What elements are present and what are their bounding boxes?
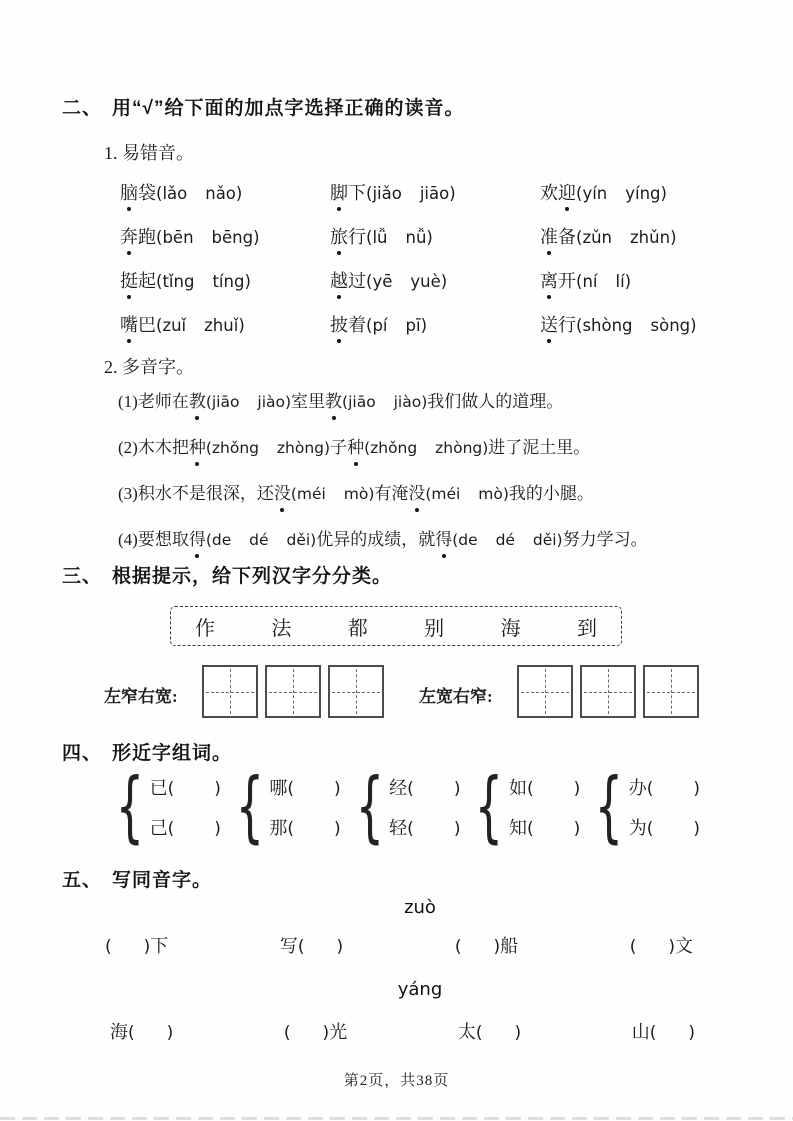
open-paren: (: [297, 937, 305, 957]
pinyin-option-a: lǎo: [162, 184, 188, 203]
dotted-char: 没: [273, 484, 291, 503]
pinyin-option-a: yín: [582, 184, 608, 203]
section2-heading: [62, 93, 464, 120]
dotted-char: 嘴: [120, 315, 138, 335]
pinyin-text: (jiāo jiào): [205, 393, 292, 411]
open-paren: (: [646, 778, 654, 799]
pre-character: 海: [110, 1022, 128, 1042]
dotted-char: 没: [408, 484, 426, 503]
open-paren: (: [407, 818, 414, 839]
scan-edge-artifact: [0, 1117, 793, 1120]
pinyin-option-b: lí: [615, 272, 625, 291]
tian-grid-box: [643, 665, 699, 718]
pair-item: [629, 817, 700, 840]
pinyin-option-b: jiāo: [419, 184, 450, 203]
pinyin-options: [576, 228, 677, 247]
sentence-text: 室里: [291, 392, 326, 411]
word-chars: [540, 183, 576, 203]
close-paren: ): [426, 228, 433, 247]
pair-column: [389, 777, 460, 840]
post-character: 文: [675, 936, 693, 956]
pair-column: [509, 777, 580, 840]
sentence-text: 进了泥土里。: [488, 438, 591, 457]
close-paren: ): [235, 184, 243, 203]
dotted-char: 脑: [120, 183, 138, 203]
pool-character: 作: [195, 617, 215, 640]
sentence: [118, 483, 648, 506]
pinyin-options: [156, 272, 251, 291]
yicuoyin-grid: [120, 182, 755, 338]
char: 袋: [138, 183, 156, 203]
sentence-text: 我的小腿。: [508, 484, 594, 503]
char: 着: [348, 315, 366, 335]
pinyin-text: (zhǒng zhòng): [364, 439, 489, 457]
open-paren: (: [576, 228, 583, 247]
pair-item: [509, 817, 580, 840]
character-pool-box: [170, 606, 622, 646]
brace-pair: [471, 762, 581, 853]
pinyin-option-b: bēng: [211, 228, 254, 247]
pinyin-option-b: pī: [405, 316, 421, 335]
close-paren: ): [573, 778, 581, 799]
word-chars: [120, 183, 156, 203]
word-chars: [540, 315, 576, 335]
homophone-item: [458, 1020, 521, 1045]
close-paren: ): [693, 818, 700, 839]
pair-character: 如: [508, 777, 527, 798]
dotted-char: 送: [540, 315, 558, 335]
close-paren: ): [624, 272, 632, 291]
brace-pair: [591, 762, 700, 853]
section2-number: 二、: [62, 98, 103, 119]
pinyin-option-a: ní: [582, 272, 598, 291]
pair-column: [269, 777, 340, 840]
pinyin-option-a: jiǎo: [372, 184, 402, 203]
open-paren: (: [646, 818, 654, 839]
word-item: [330, 182, 540, 206]
close-paren: ): [670, 228, 677, 247]
section2-title: 用“√”给下面的加点字选择正确的读音。: [112, 98, 465, 119]
open-paren: (: [629, 937, 637, 957]
pinyin-option-a: tǐng: [162, 272, 195, 291]
close-paren: ): [244, 272, 251, 291]
dotted-char: 得: [435, 530, 453, 549]
pinyin-option-a: bēn: [162, 228, 194, 247]
char: 备: [558, 227, 576, 247]
category2-boxes: [517, 665, 699, 718]
close-paren: ): [688, 1023, 695, 1043]
pinyin-text: (méi mò): [425, 485, 509, 503]
dotted-char: 种: [188, 438, 206, 457]
post-character: 光: [329, 1022, 348, 1042]
category1-label: 左窄右宽:: [104, 687, 178, 706]
pair-character: 已: [149, 777, 168, 798]
close-paren: ): [449, 184, 456, 203]
open-paren: (: [366, 272, 373, 291]
sentence-text: 子: [330, 438, 348, 457]
pinyin-option-b: yuè: [410, 272, 441, 291]
pool-character: 海: [500, 617, 521, 640]
close-paren: ): [668, 937, 675, 957]
pinyin-option-a: zǔn: [582, 228, 613, 247]
pair-character: 轻: [389, 817, 408, 838]
word-item: [330, 270, 540, 294]
sentence-text: (3)积水不是很深，还: [118, 484, 274, 503]
word-item: [120, 182, 330, 206]
brace-pair: [352, 762, 461, 853]
open-paren: (: [407, 778, 414, 799]
homophone-item: [110, 1020, 173, 1045]
post-character: 船: [500, 936, 519, 956]
word-chars: [540, 227, 576, 247]
open-paren: (: [167, 818, 175, 839]
pre-character: 山: [631, 1022, 650, 1042]
brace-icon: {: [355, 762, 384, 853]
pinyin-option-a: zuǐ: [162, 316, 187, 335]
dotted-char: 离: [540, 271, 558, 291]
category2-label: 左宽右窄:: [419, 687, 493, 706]
dotted-char: 越: [330, 271, 348, 291]
tian-grid-box: [517, 665, 573, 718]
sentence-text: 努力学习。: [562, 530, 648, 549]
pinyin-option-a: yē: [372, 272, 393, 291]
char: 行: [348, 227, 366, 247]
homophone-item: [284, 1020, 347, 1045]
dotted-char: 准: [540, 227, 558, 247]
close-paren: ): [693, 778, 700, 799]
word-chars: [330, 315, 366, 335]
open-paren: (: [576, 272, 583, 291]
pinyin-option-b: nǎo: [205, 184, 236, 203]
page-footer: 第2页，共38页: [343, 1073, 450, 1089]
pinyin-options: [366, 184, 456, 203]
close-paren: ): [238, 316, 245, 335]
close-paren: ): [214, 778, 221, 799]
word-chars: [540, 271, 576, 291]
pair-item: [389, 817, 460, 840]
word-item: [540, 226, 755, 250]
pool-character: 法: [271, 617, 292, 640]
char: 开: [558, 271, 576, 291]
close-paren: ): [660, 184, 667, 203]
section4-title: 形近字组词。: [112, 743, 233, 764]
similar-characters-row: [112, 762, 700, 853]
char: 过: [348, 271, 366, 291]
close-paren: ): [166, 1023, 174, 1043]
word-item: [540, 182, 755, 206]
section5-number: 五、: [62, 870, 103, 891]
open-paren: (: [366, 184, 373, 203]
duoyinzi-sentences: [118, 391, 648, 552]
pinyin-group2-label: yáng: [397, 979, 443, 1000]
pinyin-options: [156, 316, 245, 335]
pinyin-option-a: shòng: [582, 316, 633, 335]
word-chars: [330, 183, 366, 203]
pinyin-text: (jiāo jiào): [342, 393, 428, 411]
close-paren: ): [440, 272, 448, 291]
homophone-item: [630, 934, 693, 959]
pinyin-option-b: tíng: [212, 272, 245, 291]
pinyin-option-b: sòng: [650, 316, 691, 335]
pinyin-options: [366, 272, 447, 291]
pinyin-option-b: yíng: [625, 184, 661, 203]
pinyin-option-a: pí: [372, 316, 388, 335]
char: 下: [348, 183, 366, 203]
section3-title: 根据提示，给下列汉字分分类。: [112, 566, 393, 587]
open-paren: (: [576, 184, 583, 203]
close-paren: ): [514, 1023, 522, 1043]
pair-item: [269, 777, 340, 800]
close-paren: ): [690, 316, 697, 335]
tian-grid-box: [580, 665, 636, 718]
pinyin-options: [576, 316, 697, 335]
open-paren: (: [156, 316, 163, 335]
close-paren: ): [336, 937, 344, 957]
pre-character: 写: [279, 936, 298, 956]
close-paren: ): [334, 818, 341, 839]
pair-character: 知: [508, 817, 527, 838]
homophone-item: [455, 934, 518, 959]
homophone-item: [105, 934, 168, 959]
section5-title: 写同音字。: [112, 870, 213, 891]
open-paren: (: [287, 818, 295, 839]
close-paren: ): [453, 818, 461, 839]
pair-item: [629, 777, 700, 800]
char: 巴: [138, 315, 156, 335]
open-paren: (: [454, 937, 462, 957]
pinyin-text: (de dé děi): [452, 531, 563, 549]
dotted-char: 脚: [330, 183, 348, 203]
sentence-text: 优异的成绩，就: [316, 530, 436, 549]
pool-character: 别: [424, 617, 445, 640]
close-paren: ): [493, 937, 501, 957]
tian-grid-box: [202, 665, 258, 718]
pair-item: [150, 817, 221, 840]
open-paren: (: [366, 316, 373, 335]
pinyin-options: [156, 184, 242, 203]
sentence-text: 有淹: [374, 484, 409, 503]
char: 欢: [540, 183, 558, 203]
word-item: [540, 270, 755, 294]
sentence: [118, 437, 648, 460]
open-paren: (: [366, 228, 373, 247]
pinyin-options: [576, 272, 631, 291]
word-item: [330, 314, 540, 338]
pair-item: [509, 777, 580, 800]
dotted-char: 教: [188, 392, 206, 411]
pool-character: 到: [576, 617, 597, 640]
homophone-item: [280, 934, 343, 959]
open-paren: (: [526, 778, 534, 799]
word-item: [120, 314, 330, 338]
pinyin-option-b: zhǔn: [630, 228, 671, 247]
open-paren: (: [128, 1023, 135, 1043]
section4-number: 四、: [62, 743, 103, 764]
pinyin-option-a: lǚ: [372, 228, 388, 247]
pinyin-options: [576, 184, 667, 203]
close-paren: ): [214, 818, 221, 839]
open-paren: (: [526, 818, 534, 839]
char: 起: [138, 271, 156, 291]
pinyin-options: [156, 228, 260, 247]
close-paren: ): [453, 778, 461, 799]
open-paren: (: [156, 228, 163, 247]
pinyin-group1-label: zuò: [404, 897, 436, 918]
close-paren: ): [253, 228, 260, 247]
close-paren: ): [322, 1023, 330, 1043]
tian-grid-box: [328, 665, 384, 718]
pair-character: 办: [628, 777, 647, 798]
brace-icon: {: [594, 762, 624, 853]
dotted-char: 教: [325, 392, 343, 411]
char: 行: [558, 315, 576, 335]
open-paren: (: [156, 272, 163, 291]
section5-heading: [62, 865, 212, 892]
pair-item: [389, 777, 460, 800]
sub2-label: 2. 多音字。: [104, 357, 194, 377]
word-item: [120, 270, 330, 294]
char: 跑: [138, 227, 156, 247]
open-paren: (: [475, 1023, 483, 1043]
pair-column: [150, 777, 221, 840]
close-paren: ): [334, 778, 341, 799]
open-paren: (: [576, 316, 583, 335]
brace-icon: {: [474, 762, 504, 853]
pinyin-options: [366, 316, 427, 335]
pinyin-options: [366, 228, 433, 247]
sentence: [118, 391, 648, 414]
section3-number: 三、: [62, 566, 103, 587]
close-paren: ): [420, 316, 427, 335]
pair-character: 经: [389, 777, 408, 798]
open-paren: (: [156, 184, 163, 203]
word-chars: [330, 227, 366, 247]
dotted-char: 奔: [120, 227, 138, 247]
pre-character: 太: [457, 1022, 476, 1042]
brace-pair: [112, 762, 221, 853]
post-character: 下: [150, 936, 169, 956]
word-chars: [120, 227, 156, 247]
section4-heading: [62, 738, 232, 765]
pinyin-option-b: nǚ: [405, 228, 427, 247]
dotted-char: 披: [330, 315, 348, 335]
pinyin-text: (méi mò): [290, 485, 375, 503]
pair-item: [150, 777, 221, 800]
homophone-row-2: [110, 1020, 695, 1045]
open-paren: (: [167, 778, 175, 799]
sentence-text: (1)老师在: [118, 392, 189, 411]
dotted-char: 旅: [330, 227, 348, 247]
pair-character: 己: [149, 817, 168, 838]
word-chars: [120, 315, 156, 335]
word-chars: [120, 271, 156, 291]
word-item: [120, 226, 330, 250]
dotted-char: 挺: [120, 271, 138, 291]
brace-pair: [232, 762, 341, 853]
pair-character: 哪: [269, 777, 288, 798]
dotted-char: 得: [188, 530, 206, 549]
dotted-char: 迎: [558, 183, 576, 203]
brace-icon: {: [235, 762, 264, 853]
pinyin-option-b: zhuǐ: [204, 316, 239, 335]
homophone-item: [632, 1020, 695, 1045]
close-paren: ): [573, 818, 581, 839]
pair-character: 那: [269, 817, 288, 838]
sub1-label: 1. 易错音。: [104, 143, 194, 163]
pair-column: [629, 777, 700, 840]
brace-icon: {: [115, 762, 145, 853]
sentence: [118, 529, 648, 552]
section3-heading: [62, 561, 392, 588]
sentence-text: 我们做人的道理。: [427, 392, 564, 411]
sentence-text: (4)要想取: [118, 530, 189, 549]
sentence-text: (2)木木把: [118, 438, 189, 457]
close-paren: ): [143, 937, 151, 957]
word-chars: [330, 271, 366, 291]
pair-item: [269, 817, 340, 840]
tian-grid-box: [265, 665, 321, 718]
open-paren: (: [649, 1023, 657, 1043]
open-paren: (: [283, 1023, 291, 1043]
pinyin-text: (de dé děi): [205, 531, 317, 549]
pair-character: 为: [628, 817, 647, 838]
dotted-char: 种: [347, 438, 365, 457]
homophone-row-1: [105, 934, 693, 959]
pool-character: 都: [347, 617, 368, 640]
category1-boxes: [202, 665, 384, 718]
pinyin-text: (zhǒng zhòng): [205, 439, 331, 457]
open-paren: (: [105, 937, 112, 957]
open-paren: (: [287, 778, 295, 799]
word-item: [330, 226, 540, 250]
word-item: [540, 314, 755, 338]
